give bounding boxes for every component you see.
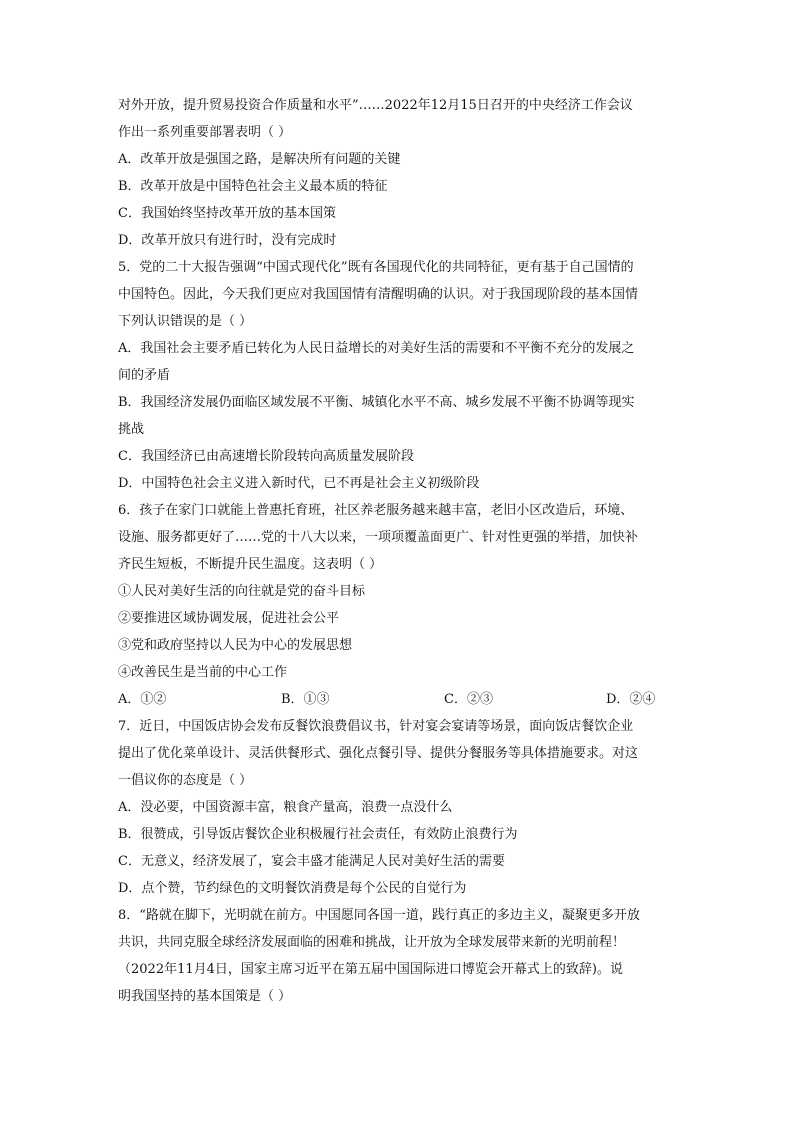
option-b: B．改革开放是中国特色社会主义最本质的特征 bbox=[118, 179, 388, 194]
question-stem: 提出了优化菜单设计、灵活供餐形式、强化点餐引导、提供分餐服务等具体措施要求。对这 bbox=[118, 746, 639, 761]
statement-1: ①人民对美好生活的向往就是党的奋斗目标 bbox=[118, 584, 366, 599]
option-d: D．中国特色社会主义进入新时代，已不再是社会主义初级阶段 bbox=[118, 476, 480, 491]
question-stem: 作出一系列重要部署表明（ ） bbox=[118, 125, 292, 140]
statement-2: ②要推进区域协调发展，促进社会公平 bbox=[118, 611, 340, 626]
question-7 bbox=[118, 713, 678, 902]
question-stem: 设施、服务都更好了……党的十八大以来，一项项覆盖面更广、针对性更强的举措，加快补 bbox=[118, 530, 639, 545]
question-5 bbox=[118, 254, 678, 497]
question-stem: （2022年11月4日，国家主席习近平在第五届中国国际进口博览会开幕式上的致辞)。说 bbox=[118, 962, 623, 977]
option-a: A．没必要，中国资源丰富，粮食产量高，浪费一点没什么 bbox=[118, 800, 453, 815]
question-stem: 7．近日，中国饭店协会发布反餐饮浪费倡议书，针对宴会宴请等场景，面向饭店餐饮企业 bbox=[118, 719, 634, 734]
question-stem: 明我国坚持的基本国策是（ ） bbox=[118, 989, 292, 1004]
option-c: C．无意义，经济发展了，宴会丰盛才能满足人民对美好生活的需要 bbox=[118, 854, 505, 869]
choice-row bbox=[118, 686, 678, 713]
question-8 bbox=[118, 902, 678, 1010]
option-a: A．改革开放是强国之路，是解决所有问题的关键 bbox=[118, 152, 401, 167]
statement-3: ③党和政府坚持以人民为中心的发展思想 bbox=[118, 638, 353, 653]
option-c: C．我国经济已由高速增长阶段转向高质量发展阶段 bbox=[118, 449, 414, 464]
option-c: C．我国始终坚持改革开放的基本国策 bbox=[118, 206, 336, 221]
choice-a: A．①② bbox=[118, 692, 167, 707]
question-stem: 齐民生短板，不断提升民生温度。这表明（ ） bbox=[118, 557, 383, 572]
question-stem: 一倡议你的态度是（ ） bbox=[118, 773, 253, 788]
exam-page bbox=[118, 92, 678, 1010]
question-stem: 中国特色。因此，今天我们更应对我国国情有清醒明确的认识。对于我国现阶段的基本国情 bbox=[118, 287, 639, 302]
question-4 bbox=[118, 92, 678, 254]
option-a: A．我国社会主要矛盾已转化为人民日益增长的对美好生活的需要和不平衡不充分的发展之 bbox=[118, 341, 635, 356]
question-stem: 对外开放，提升贸易投资合作质量和水平”……2022年12月15日召开的中央经济工作会议 bbox=[118, 98, 633, 113]
option-b: B．很赞成，引导饭店餐饮企业积极履行社会责任，有效防止浪费行为 bbox=[118, 827, 518, 842]
question-stem: 共识，共同克服全球经济发展面临的困难和挑战，让开放为全球发展带来新的光明前程！ bbox=[118, 935, 626, 950]
choice-c: C．②③ bbox=[444, 692, 493, 707]
option-a-continued: 间的矛盾 bbox=[118, 368, 171, 383]
option-b: B．我国经济发展仍面临区域发展不平衡、城镇化水平不高、城乡发展不平衡不协调等现实 bbox=[118, 395, 635, 410]
question-stem: 6．孩子在家门口就能上普惠托育班，社区养老服务越来越丰富，老旧小区改造后，环境、 bbox=[118, 503, 634, 518]
option-d: D．点个赞，节约绿色的文明餐饮消费是每个公民的自觉行为 bbox=[118, 881, 467, 896]
question-6 bbox=[118, 497, 678, 713]
option-b-continued: 挑战 bbox=[118, 422, 145, 437]
choice-b: B．①③ bbox=[281, 692, 330, 707]
question-stem: 5．党的二十大报告强调“中国式现代化”既有各国现代化的共同特征，更有基于自己国情的 bbox=[118, 260, 634, 275]
question-stem: 下列认识错误的是（ ） bbox=[118, 314, 253, 329]
statement-4: ④改善民生是当前的中心工作 bbox=[118, 665, 288, 680]
question-stem: 8．“路就在脚下，光明就在前方。中国愿同各国一道，践行真正的多边主义，凝聚更多开放 bbox=[118, 908, 640, 923]
option-d: D．改革开放只有进行时，没有完成时 bbox=[118, 233, 337, 248]
choice-d: D．②④ bbox=[606, 692, 656, 707]
